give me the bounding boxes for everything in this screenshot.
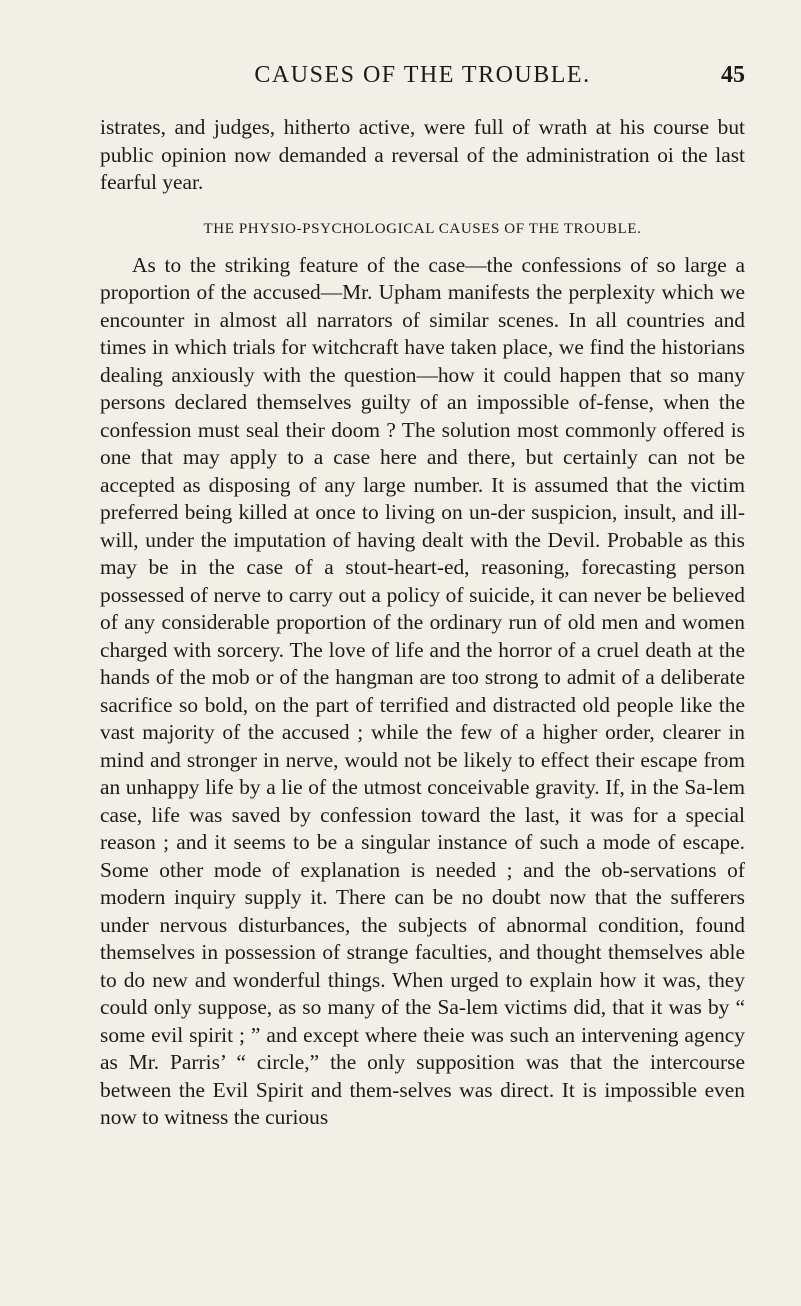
page-number: 45 bbox=[721, 62, 745, 88]
section-heading: THE PHYSIO-PSYCHOLOGICAL CAUSES OF THE TROUBLE. bbox=[203, 220, 642, 237]
running-title: CAUSES OF THE TROUBLE. bbox=[254, 62, 591, 88]
running-head bbox=[100, 62, 745, 92]
carryover-paragraph: istrates, and judges, hitherto active, were full of wrath at his course but public opinion now demanded a reversal of the administration oi the last fearful year. bbox=[100, 115, 745, 194]
main-paragraph: As to the striking feature of the case—the confessions of so large a proportion of the accused—Mr. Upham manifests the perplexity which we encounter in almost all narrators of similar scenes. In all countries and times in which trials for witchcraft have taken place, we find the historians dealing anxiously with the question—how it could happen that so many persons declared themselves guilty of an impossible of-fense, when the confession must seal their doom ? The solution most commonly offered is one that may apply to a case here and there, but certainly can not be accepted as disposing of any large number. It is assumed that the victim preferred being killed at once to living on un-der suspicion, insult, and ill-will, under the imputation of having dealt with the Devil. Probable as this may be in the case of a stout-heart-ed, reasoning, forecasting person possessed of nerve to carry out a policy of suicide, it can never be believed of any considerable proportion of the ordinary run of old men and women charged with sorcery. The love of life and the horror of a cruel death at the hands of the mob or of the hangman are too strong to admit of a deliberate sacrifice so bold, on the part of terrified and distracted old people like the vast majority of the accused ; while the few of a higher order, clearer in mind and stronger in nerve, would not be likely to effect their escape from an unhappy life by a lie of the utmost conceivable gravity. If, in the Sa-lem case, life was saved by confession toward the last, it was for a special reason ; and it seems to be a singular instance of such a mode of escape. Some other mode of explanation is needed ; and the ob-servations of modern inquiry supply it. There can be no doubt now that the sufferers under nervous disturbances, the subjects of abnormal condition, found themselves in possession of strange faculties, and thought themselves able to do new and wonderful things. When urged to explain how it was, they could only suppose, as so many of the Sa-lem victims did, that it was by “ some evil spirit ; ” and except where theie was such an intervening agency as Mr. Parris’ “ circle,” the only supposition was that the intercourse between the Evil Spirit and them-selves was direct. It is impossible even now to witness the curious bbox=[100, 252, 745, 1129]
